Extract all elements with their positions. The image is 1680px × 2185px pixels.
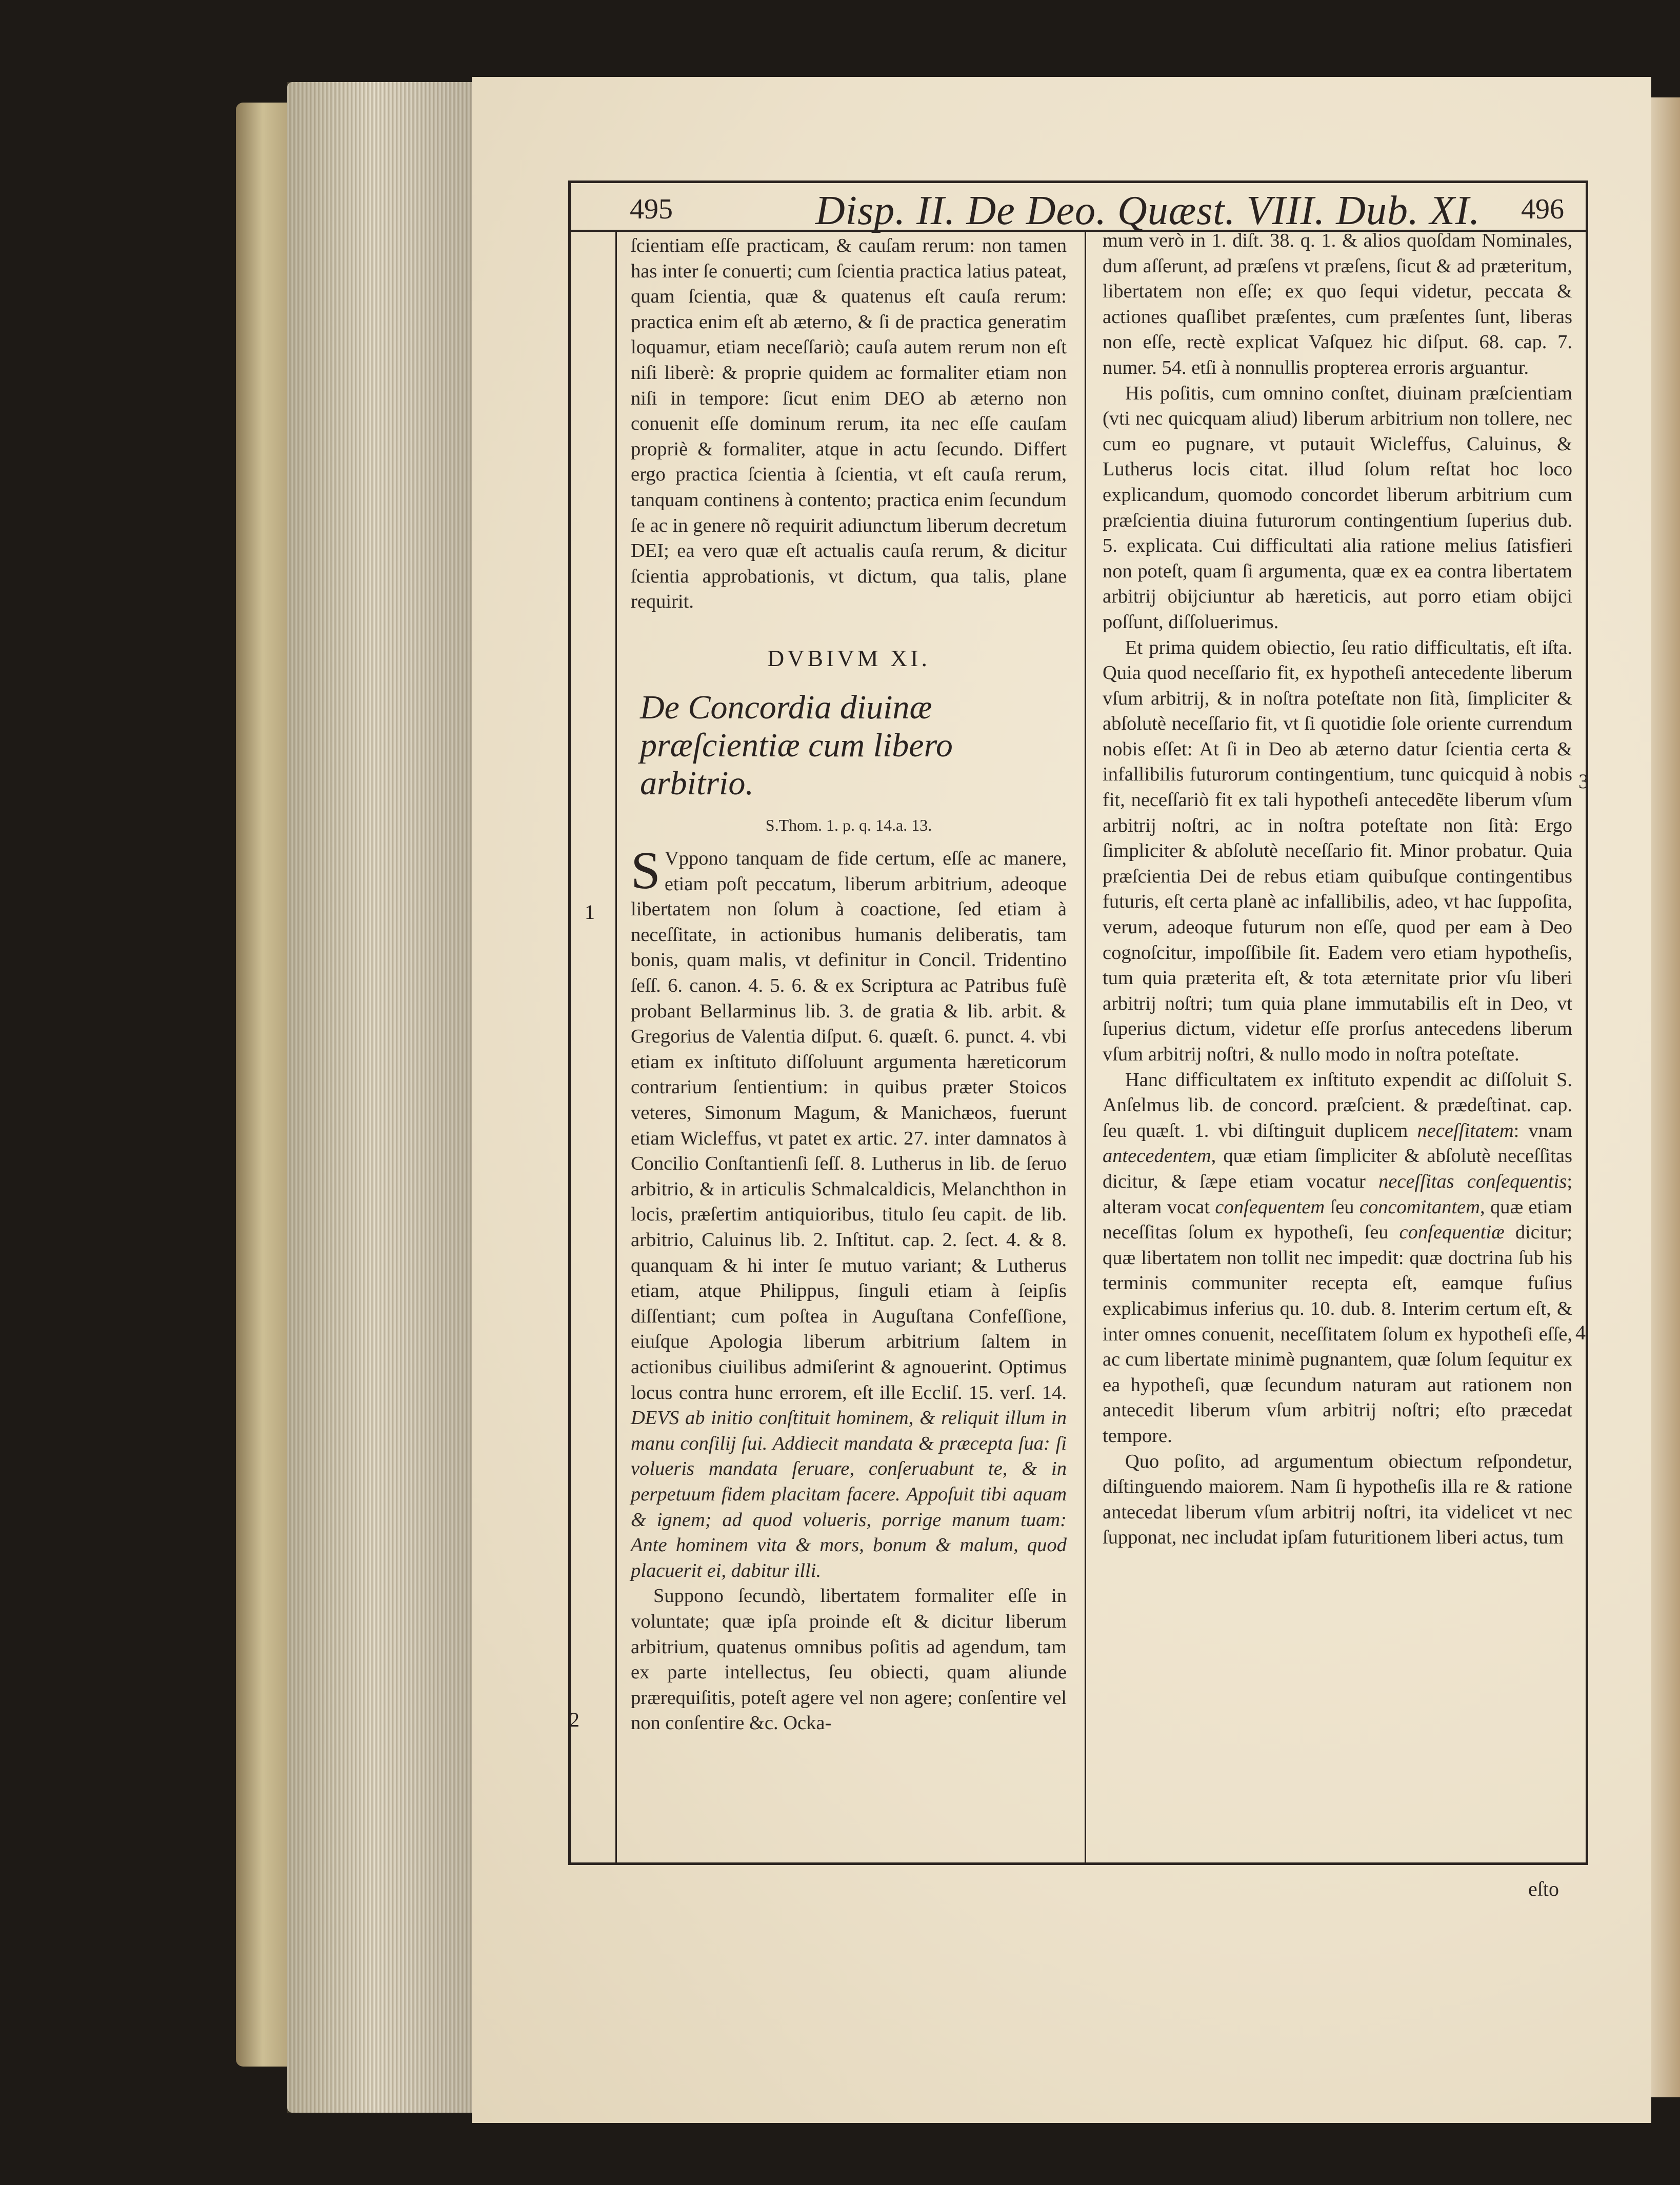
scripture-quote: DEVS ab initio conſtituit hominem, & reliquit illum in manu conſilij ſui. Addiecit mandata & præcepta ſua: ſi volueris mandata ſeruare, conſeruabunt te, & in perpetuum fidem placitam facere. Appoſuit tibi aquam & ignem; ad quod volueris, porrige manum tuam: Ante hominem vita & mors, bonum & malum, quod placuerit ei, dabitur illi. (631, 1407, 1067, 1581)
right-column (1103, 228, 1572, 1551)
page-number-right: 496 (1521, 193, 1564, 225)
p4-f: , quæ etiam neceſſitas ſolum ex hypotheſi, ſeu (1103, 1196, 1572, 1244)
p4-c: , quæ etiam ſimpliciter & abſolutè neceſſitas dicitur, & ſæpe etiam vocatur (1103, 1145, 1572, 1192)
catchword: eſto (1528, 1877, 1559, 1900)
right-para-2: His poſitis, cum omnino conſtet, diuinam præſcientiam (vti nec quicquam aliud) liberum arbitrium non tollere, nec cum eo pugnare, vt putauit Wicleffus, Caluinus, & Lutherus locis citat. illud ſolum reſtat hoc loco explicandum, quomodo concordet liberum arbitrium cum præſcientia diuina futurorum contingentium ſuperius dub. 5. explicata. Cui difficultati alia ratione melius ſatisfieri non poteſt, quam ſi argumenta, quæ ex ea contra libertatem arbitrij obijciuntur ab hæreticis, aut porro etiam obijci poſſunt, diſſoluerimus. (1103, 382, 1572, 633)
running-title: Disp. II. De Deo. Quæst. VIII. Dub. XI. (815, 188, 1481, 233)
margin-number-1: 1 (585, 900, 595, 924)
margin-number-4: 4 (1575, 1321, 1586, 1344)
dubium-heading: DVBIVM XI. (767, 645, 931, 671)
drop-cap: S (631, 841, 661, 900)
p4-i2: antecedentem (1103, 1145, 1211, 1167)
p4-e: ſeu (1330, 1196, 1354, 1218)
left-para-2 (631, 841, 1067, 1583)
right-frame-rule (1586, 181, 1588, 1865)
left-frame-rule (568, 181, 571, 1865)
right-para-1: mum verò in 1. diſt. 38. q. 1. & alios quoſdam Nominales, dum aſſerunt, ad præſens vt præſens, ſicut & ad præteritum, libertatem non eſſe; ex quo ſequi videtur, peccata & actiones quaſlibet præſentes, cum præſentes ſunt, liberas non eſſe, rectè explicat Vaſquez hic diſput. 68. cap. 7. numer. 54. etſi à nonnullis propterea erroris arguantur. (1103, 230, 1572, 378)
p4-i6: conſequentiæ (1399, 1221, 1505, 1244)
p4-g: dicitur; quæ libertatem non tollit nec impedit: quæ doctrina ſub his terminis communiter recepta eſt, eamque fuſius explicabimus inferius qu. 10. dub. 8. Interim certum eſt, & inter omnes conuenit, neceſſitatem ſolum ex hypotheſi eſſe, ac cum libertate minimè pugnantem, quæ ſolum ſequitur ex ea hypotheſi, quæ ſecundum naturam aut rationem non antecedit liberum vſum arbitrij noſtri; eſto præcedat tempore. (1103, 1221, 1573, 1447)
p4-i4: conſequentem (1215, 1196, 1325, 1218)
thomas-reference: S.Thom. 1. p. q. 14.a. 13. (765, 815, 932, 834)
top-rule (568, 181, 1588, 183)
margin-number-2: 2 (569, 1708, 579, 1731)
left-col-rule (615, 232, 617, 1862)
right-para-5: Quo poſito, ad argumentum obiectum reſpondetur, diſtinguendo maiorem. Nam ſi hypotheſis illa re & ratione antecedat liberum vſum arbitrij noſtri, ita videlicet vt nec ſupponat, nec includat ipſam futuritionem liberi actus, tum (1103, 1450, 1572, 1549)
p4-a: Hanc difficultatem ex inſtituto expendit ac diſſoluit S. Anſelmus lib. de concord. præſcient. & prædeſtinat. cap. ſeu quæſt. 1. vbi diſtinguit duplicem (1103, 1069, 1572, 1141)
center-col-rule (1085, 232, 1086, 1862)
left-para-3: Suppono ſecundò, libertatem formaliter eſſe in voluntate; quæ ipſa proinde eſt & dicitur liberum arbitrium, quatenus omnibus poſitis ad agendum, tam ex parte intellectus, ſeu obiecti, quam aliunde prærequiſitis, poteſt agere vel non agere; conſentire vel non conſentire &c. Ocka- (631, 1585, 1067, 1734)
p4-b: : vnam (1513, 1119, 1572, 1141)
page-edges (287, 82, 482, 2113)
p4-i3: neceſſitas conſequentis (1378, 1170, 1567, 1192)
page-number-left: 495 (630, 193, 673, 225)
right-para-3: Et prima quidem obiectio, ſeu ratio difficultatis, eſt iſta. Quia quod neceſſario fit, ex hypotheſi antecedente liberum vſum arbitrij, & in noſtra poteſtate non ſità, ſimpliciter & abſolutè neceſſario fit, vt ſi quotidie ſole oriente currendum nobis eſſet: At ſi in Deo ab æterno datur ſcientia certa & infallibilis futurorum contingentium, tunc quicquid à nobis fit, neceſſariò fit ex tali hypotheſi antecedẽte liberum vſum arbitrij noſtri, ac in noſtra poteſtate non ſità: Ergo ſimpliciter & abſolutè neceſſario fit. Minor probatur. Quia præſcientia Dei de rebus etiam quibuſque contingentibus futuris, eſt certa planè ac infallibilis, adeo, vt hac ſuppoſita, verum, adeoque futurum non eſſe, quod per eam à Deo cognoſcitur, impoſſibile ſit. Eadem vero etiam hypotheſis, tum quia præterita eſt, & tota æternitate prior vſu liberi arbitrij noſtri; tum quia plane immutabilis eſt in Deo, vt ſuperius dictum, videtur eſſe prorſus antecedens liberum vſum arbitrij noſtri, & nullo modo in noſtra poteſtate. (1103, 636, 1572, 1065)
left-para-1: ſcientiam eſſe practicam, & cauſam rerum: non tamen has inter ſe conuerti; cum ſcientia practica latius pateat, quam ſcientia, quæ & quatenus eſt cauſa rerum: practica enim eſt ab æterno, & ſi de practica generatim loquamur, etiam neceſſariò; cauſa autem rerum non eſt niſi liberè: & proprie quidem ac formaliter etiam non niſi in tempore: ſicut enim DEO ab æterno non conuenit eſſe dominum rerum, ita nec eſſe cauſam propriè & formaliter, atque in actu ſecundo. Differt ergo practica ſcientia à ſcientia, vt eſt cauſa rerum, tanquam continens à contento; practica enim ſecundum ſe ac in genere nõ requirit adiunctum liberum decretum DEI; ea vero quæ eſt actualis cauſa rerum, & dicitur ſcientia approbationis, vt dictum, qua talis, plane requirit. (631, 235, 1067, 613)
margin-number-3: 3 (1578, 770, 1589, 793)
left-column (631, 233, 1067, 1736)
bottom-rule (568, 1862, 1588, 1865)
p4-i5: concomitantem (1359, 1196, 1481, 1218)
p4-d: ; alteram vocat (1103, 1170, 1573, 1218)
left-para-2-text: Vppono tanquam de fide certum, eſſe ac manere, etiam poſt peccatum, liberum arbitrium, adeoque libertatem non ſolum à coactione, ſed etiam à neceſſitate, in actionibus humanis deliberatis, tam bonis, quam malis, vt definitur in Concil. Tridentino ſeſſ. 6. canon. 4. 5. 6. & ex Scriptura ac Patribus fuſè probant Bellarminus lib. 3. de gratia & lib. arbit. & Gregorius de Valentia diſput. 6. quæſt. 6. punct. 4. vbi etiam ex inſtituto diſſoluunt argumenta hæreticorum contrarium ſentientium: in quibus præter Stoicos veteres, Simonum Magum, & Manichæos, fuerunt etiam Wicleffus, vt patet ex artic. 27. inter damnatos à Concilio Conſtantienſi ſeſſ. 8. Lutherus in lib. de ſeruo arbitrio, & in articulis Schmalcaldicis, Melanchthon in locis, præſertim antiquioribus, titulo ſeu capit. de lib. arbitrio, Caluinus lib. 2. Inſtitut. cap. 2. ſect. 4. & 8. quanquam & hi inter ſe mutuo variant; & Lutherus etiam, atque Philippus, ſinguli etiam à ſeipſis diſſentiant; cum poſtea in Auguſtana Confeſſione, eiuſque Apologia liberum arbitrium ſaltem in actionibus ciuilibus admiſerint & agnouerint. Optimus locus contra hunc errorem, eſt ille Eccliſ. 15. verſ. 14. (631, 848, 1067, 1404)
p4-i1: neceſſitatem (1417, 1119, 1514, 1141)
dubium-subtitle: De Concordia diuinæ præſcientiæ cum libero arbitrio. (640, 688, 953, 802)
right-para-4 (1103, 1068, 1572, 1449)
